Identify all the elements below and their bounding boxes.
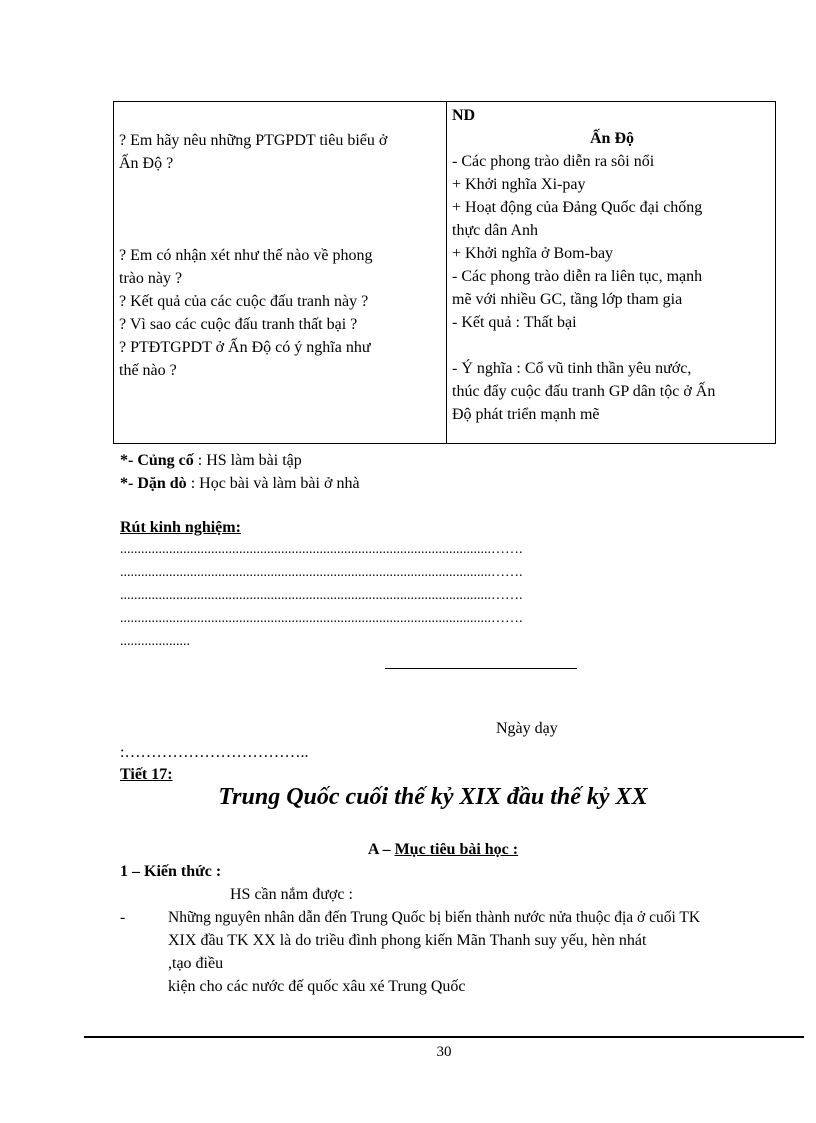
cung-co-text: : HS làm bài tập	[193, 452, 302, 469]
bullet-line: XIX đầu TK XX là do triều đình phong kiến Mãn Thanh suy yếu, hèn nhát	[168, 932, 647, 949]
question-5	[119, 336, 370, 382]
content-line: - Ý nghĩa : Cổ vũ tinh thần yêu nước,	[452, 360, 692, 377]
question-line: ? Vì sao các cuộc đấu tranh thất bại ?	[119, 316, 358, 333]
dan-do-label: *- Dặn dò	[120, 475, 187, 492]
experience-heading: Rút kinh nghiệm:	[120, 519, 241, 536]
dot-line: ..........................................................................................................…….	[120, 565, 523, 580]
question-4	[119, 313, 357, 336]
question-line: ? Em hãy nêu những PTGPDT tiêu biểu ở	[119, 132, 388, 149]
question-3	[119, 290, 368, 313]
question-line: Ấn Độ ?	[119, 155, 174, 172]
table-column-divider	[446, 102, 447, 443]
intro-line: HS cần nắm được :	[230, 886, 353, 903]
date-label: Ngày dạy	[496, 720, 558, 737]
dan-do-line	[120, 472, 360, 495]
bullet-line: kiện cho các nước đế quốc xâu xé Trung Quốc	[168, 978, 466, 995]
section-heading	[0, 838, 816, 861]
bullet-marker: -	[120, 909, 126, 926]
content-line: thúc đẩy cuộc đấu tranh GP dân tộc ở Ấn	[452, 383, 716, 400]
content-line: + Khởi nghĩa Xi-pay	[452, 176, 586, 193]
content-line: mẽ với nhiều GC, tầng lớp tham gia	[452, 291, 683, 308]
dot-line: ..........................................................................................................…….	[120, 542, 523, 557]
bullet-line: ,tạo điều	[168, 955, 224, 972]
table-content-column	[452, 102, 772, 426]
lesson-title: Trung Quốc cuối thế kỷ XIX đầu thế kỷ XX	[218, 784, 648, 810]
content-line: + Hoạt động của Đảng Quốc đại chống	[452, 199, 703, 216]
page-number: 30	[436, 1044, 452, 1060]
question-line: ? Em có nhận xét như thế nào về phong	[119, 247, 373, 264]
content-line: Độ phát triển mạnh mẽ	[452, 406, 600, 423]
content-line: - Các phong trào diễn ra liên tục, mạnh	[452, 268, 703, 285]
dot-line: ..........................................................................................................…….	[120, 611, 523, 626]
dan-do-text: : Học bài và làm bài ở nhà	[186, 475, 360, 492]
question-line: thế nào ?	[119, 362, 177, 379]
question-line: ? Kết quả của các cuộc đấu tranh này ?	[119, 293, 369, 310]
dot-line: ....................	[120, 634, 190, 649]
period-label: Tiết 17:	[120, 766, 173, 783]
content-title: Ấn Độ	[589, 130, 634, 147]
cung-co-line	[120, 449, 302, 472]
section-title: Mục tiêu bài học :	[394, 841, 519, 858]
content-line: - Các phong trào diễn ra sôi nổi	[452, 153, 655, 170]
question-line: trào này ?	[119, 270, 183, 287]
question-1	[119, 129, 387, 175]
content-line: + Khởi nghĩa ở Bom-bay	[452, 245, 614, 262]
cung-co-label: *- Củng cố	[120, 452, 194, 469]
bullet-line: Những nguyên nhân dẫn đến Trung Quốc bị biến thành nước nửa thuộc địa ở cuối TK	[168, 909, 701, 926]
lesson-table	[113, 101, 776, 444]
dot-line: ..........................................................................................................…….	[120, 588, 523, 603]
content-header: ND	[452, 107, 476, 124]
section-separator	[385, 668, 577, 669]
footer-rule	[84, 1036, 804, 1038]
question-line: ? PTĐTGPDT ở Ấn Độ có ý nghĩa như	[119, 339, 371, 356]
content-line: thực dân Anh	[452, 222, 538, 239]
knowledge-heading: 1 – Kiến thức :	[120, 863, 222, 880]
section-prefix: A –	[367, 841, 395, 858]
content-line	[452, 334, 772, 357]
question-2	[119, 244, 373, 290]
content-line: - Kết quả : Thất bại	[452, 314, 577, 331]
date-dots: :……………………………..	[120, 744, 309, 761]
